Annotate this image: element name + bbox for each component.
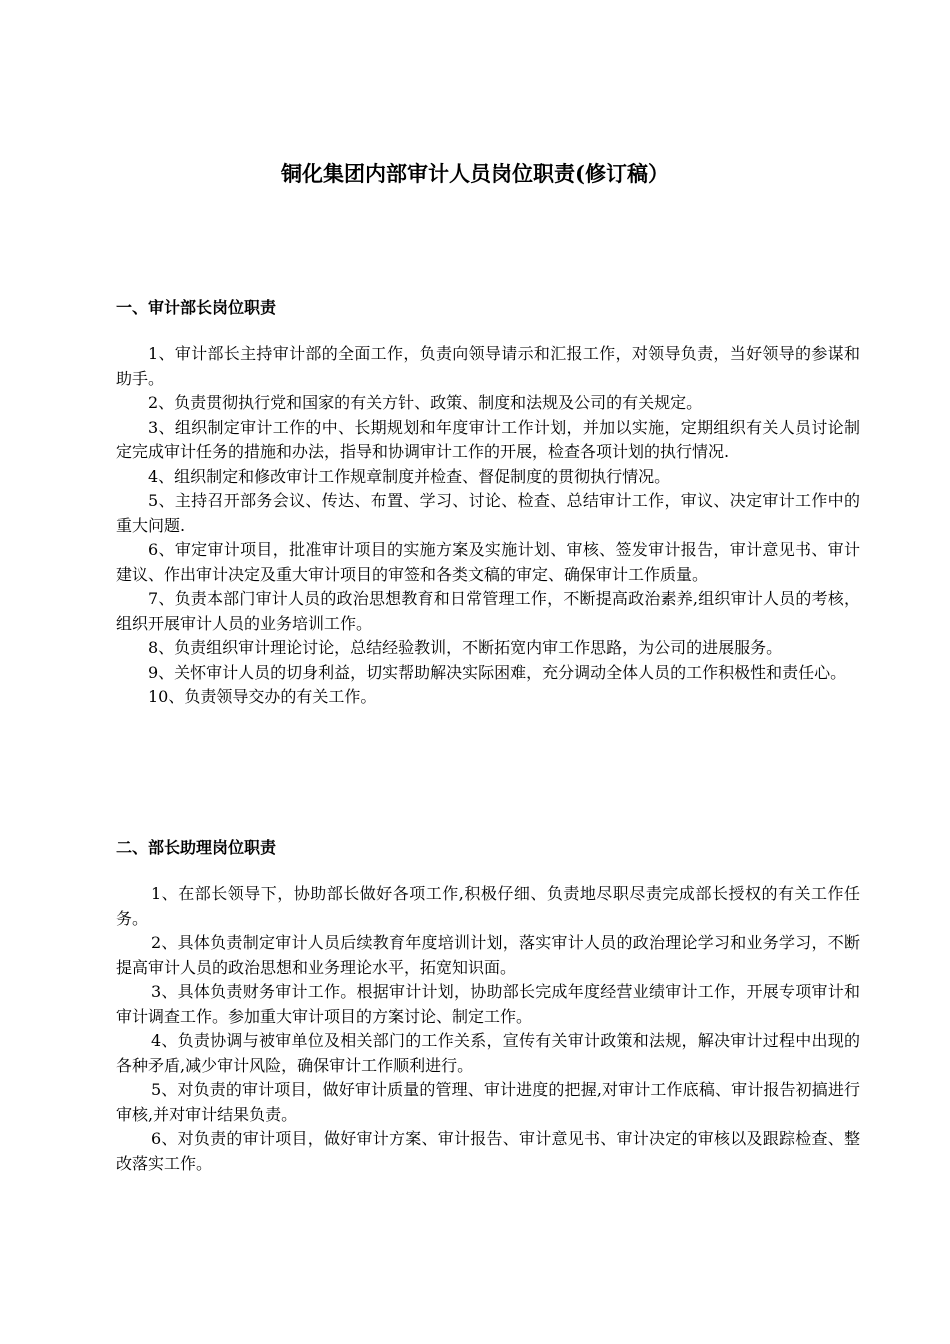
duty-item: 2、具体负责制定审计人员后续教育年度培训计划，落实审计人员的政治理论学习和业务学习，不断提高审计人员的政治思想和业务理论水平，拓宽知识面。 bbox=[116, 933, 860, 977]
duty-item: 5、主持召开部务会议、传达、布置、学习、讨论、检查、总结审计工作，审议、决定审计工作中的重大问题. bbox=[116, 491, 860, 535]
document-title: 铜化集团内部审计人员岗位职责(修订稿） bbox=[281, 161, 669, 186]
duty-list bbox=[116, 342, 860, 710]
duty-item: 2、负责贯彻执行党和国家的有关方针、政策、制度和法规及公司的有关规定。 bbox=[148, 393, 703, 412]
duty-item: 3、组织制定审计工作的中、长期规划和年度审计工作计划，并加以实施，定期组织有关人员讨论制定完成审计任务的措施和办法，指导和协调审计工作的开展，检查各项计划的执行情况. bbox=[116, 417, 860, 461]
duty-item: 3、具体负责财务审计工作。根据审计计划，协助部长完成年度经营业绩审计工作，开展专项审计和审计调查工作。参加重大审计项目的方案讨论、制定工作。 bbox=[116, 982, 860, 1026]
duty-item: 7、负责本部门审计人员的政治思想教育和日常管理工作，不断提高政治素养,组织审计人员的考核，组织开展审计人员的业务培训工作。 bbox=[116, 589, 860, 633]
duty-item: 5、对负责的审计项目，做好审计质量的管理、审计进度的把握,对审计工作底稿、审计报告初搞进行审核,并对审计结果负责。 bbox=[116, 1080, 860, 1124]
section-heading: 一、审计部长岗位职责 bbox=[116, 298, 277, 317]
duty-item: 8、负责组织审计理论讨论，总结经验教训，不断拓宽内审工作思路，为公司的进展服务。 bbox=[148, 638, 783, 657]
section-department-head-duties bbox=[116, 296, 860, 710]
duty-list bbox=[116, 882, 860, 1176]
section-assistant-duties bbox=[116, 836, 860, 1176]
duty-item: 4、组织制定和修改审计工作规章制度并检查、督促制度的贯彻执行情况。 bbox=[148, 466, 671, 486]
duty-item: 10、负责领导交办的有关工作。 bbox=[148, 687, 377, 706]
duty-item: 4、负责协调与被审单位及相关部门的工作关系，宣传有关审计政策和法规，解决审计过程中出现的各种矛盾,减少审计风险，确保审计工作顺利进行。 bbox=[116, 1031, 860, 1075]
duty-item: 1、审计部长主持审计部的全面工作，负责向领导请示和汇报工作，对领导负责，当好领导的参谋和助手。 bbox=[116, 344, 860, 388]
duty-item: 9、关怀审计人员的切身利益，切实帮助解决实际困难，充分调动全体人员的工作积极性和责任心。 bbox=[148, 662, 847, 682]
duty-item: 1、在部长领导下，协助部长做好各项工作,积极仔细、负责地尽职尽责完成部长授权的有关工作任务。 bbox=[116, 884, 860, 928]
duty-item: 6、对负责的审计项目，做好审计方案、审计报告、审计意见书、审计决定的审核以及跟踪检查、整改落实工作。 bbox=[116, 1129, 860, 1173]
duty-item: 6、审定审计项目，批准审计项目的实施方案及实施计划、审核、签发审计报告，审计意见书、审计建议、作出审计决定及重大审计项目的审签和各类文稿的审定、确保审计工作质量。 bbox=[116, 540, 860, 584]
section-heading: 二、部长助理岗位职责 bbox=[116, 838, 277, 857]
